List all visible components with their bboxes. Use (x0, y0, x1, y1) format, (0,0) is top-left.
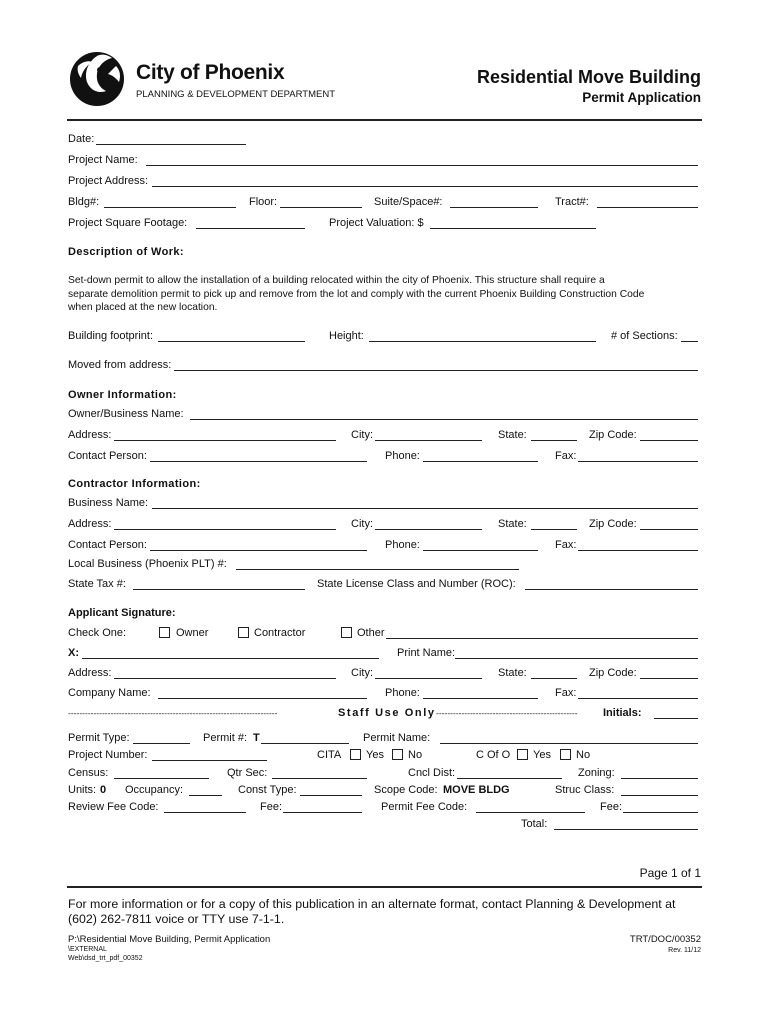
project-number-label: Project Number: (68, 749, 148, 761)
zoning-field[interactable] (621, 778, 698, 779)
contractor-state-label: State: (498, 518, 527, 530)
contractor-option-label: Contractor (254, 627, 306, 639)
owner-phone-label: Phone: (385, 450, 420, 462)
cita-yes-label: Yes (366, 749, 384, 761)
permit-type-label: Permit Type: (68, 732, 130, 744)
form-title: Residential Move Building (476, 67, 701, 87)
local-business-field[interactable] (236, 569, 519, 570)
staff-use-title: Staff Use Only (338, 707, 436, 719)
contractor-name-label: Business Name: (68, 497, 149, 509)
applicant-address-label: Address: (68, 667, 112, 679)
total-field[interactable] (554, 829, 698, 830)
permit-name-label: Permit Name: (363, 732, 431, 744)
applicant-fax-label: Fax: (555, 687, 577, 699)
applicant-city-label: City: (351, 667, 373, 679)
header-rule (67, 119, 702, 121)
suite-label: Suite/Space#: (374, 196, 443, 208)
owner-contact-field[interactable] (150, 461, 367, 462)
const-type-label: Const Type: (238, 784, 297, 796)
owner-name-label: Owner/Business Name: (68, 408, 184, 420)
other-option-label: Other (357, 627, 385, 639)
contractor-contact-label: Contact Person: (68, 539, 147, 551)
scope-code-label: Scope Code: (374, 784, 438, 796)
footer-rule (67, 886, 702, 888)
company-name-field[interactable] (158, 698, 367, 699)
struc-class-field[interactable] (621, 795, 698, 796)
description-line-1: Set-down permit to allow the installation of a building relocated within the city of Phoenix. This structure shall require a (68, 275, 605, 286)
units-value: 0 (100, 784, 107, 796)
applicant-fax-field[interactable] (578, 698, 698, 699)
state-tax-field[interactable] (133, 589, 305, 590)
date-label: Date: (68, 133, 95, 145)
cita-no-label: No (408, 749, 423, 761)
owner-contact-label: Contact Person: (68, 450, 147, 462)
contractor-state-field[interactable] (531, 529, 577, 530)
signature-x-label: X: (68, 647, 79, 659)
occupancy-field[interactable] (189, 795, 222, 796)
cita-no-checkbox[interactable] (392, 749, 403, 760)
check-one-label: Check One: (68, 627, 127, 639)
applicant-state-label: State: (498, 667, 527, 679)
qtr-sec-label: Qtr Sec: (227, 767, 268, 779)
owner-heading: Owner Information: (68, 389, 177, 401)
census-field[interactable] (114, 778, 209, 779)
owner-state-field[interactable] (531, 440, 577, 441)
permit-fee-label: Fee: (600, 801, 623, 813)
contractor-name-field[interactable] (152, 508, 698, 509)
footprint-label: Building footprint: (68, 330, 153, 342)
project-address-label: Project Address: (68, 175, 149, 187)
tract-field[interactable] (597, 207, 698, 208)
floor-label: Floor: (249, 196, 278, 208)
bldg-label: Bldg#: (68, 196, 100, 208)
footer-web: Web\dsd_trt_pdf_00352 (68, 955, 143, 962)
form-subtitle: Permit Application (582, 90, 701, 105)
review-fee-code-label: Review Fee Code: (68, 801, 159, 813)
occupancy-label: Occupancy: (125, 784, 184, 796)
sections-field[interactable] (681, 341, 698, 342)
footer-info-line-1: For more information or for a copy of this publication in an alternate format, contact Planning & Development at (68, 897, 676, 911)
zoning-label: Zoning: (578, 767, 615, 779)
footer-external: \EXTERNAL (68, 946, 107, 953)
doc-number: TRT/DOC/00352 (629, 934, 701, 945)
description-line-3: when placed at the new location. (68, 302, 218, 313)
permit-num-value: T (253, 732, 260, 744)
contractor-heading: Contractor Information: (68, 478, 201, 490)
permit-fee-field[interactable] (623, 812, 698, 813)
applicant-state-field[interactable] (531, 678, 577, 679)
contractor-address-label: Address: (68, 518, 112, 530)
owner-fax-label: Fax: (555, 450, 577, 462)
owner-address-field[interactable] (114, 440, 336, 441)
print-name-field[interactable] (455, 658, 698, 659)
total-label: Total: (521, 818, 548, 830)
applicant-zip-label: Zip Code: (589, 667, 637, 679)
description-line-2: separate demolition permit to pick up and remove from the lot and comply with the current Phoenix Building Construction Code (68, 289, 645, 300)
footer-path: P:\Residential Move Building, Permit Application (68, 934, 271, 945)
floor-field[interactable] (280, 207, 362, 208)
qtr-sec-field[interactable] (272, 778, 367, 779)
census-label: Census: (68, 767, 109, 779)
cofo-label: C Of O (476, 749, 511, 761)
signature-field[interactable] (82, 658, 379, 659)
permit-num-field[interactable] (261, 743, 349, 744)
height-field[interactable] (369, 341, 596, 342)
project-number-field[interactable] (152, 760, 267, 761)
date-field[interactable] (96, 144, 246, 145)
owner-city-field[interactable] (375, 440, 482, 441)
sq-footage-label: Project Square Footage: (68, 217, 188, 229)
other-field[interactable] (386, 638, 698, 639)
owner-state-label: State: (498, 429, 527, 441)
review-fee-label: Fee: (260, 801, 283, 813)
owner-city-label: City: (351, 429, 373, 441)
permit-type-field[interactable] (133, 743, 190, 744)
permit-fee-code-field[interactable] (476, 812, 585, 813)
page-number: Page 1 of 1 (639, 866, 701, 880)
project-address-field[interactable] (152, 186, 698, 187)
review-fee-field[interactable] (283, 812, 362, 813)
owner-phone-field[interactable] (423, 461, 538, 462)
contractor-phone-label: Phone: (385, 539, 420, 551)
cofo-no-checkbox[interactable] (560, 749, 571, 760)
contractor-checkbox[interactable] (238, 627, 249, 638)
contractor-zip-field[interactable] (640, 529, 698, 530)
city-logo (66, 44, 130, 108)
moved-from-field[interactable] (174, 370, 698, 371)
contractor-fax-field[interactable] (578, 550, 698, 551)
applicant-zip-field[interactable] (640, 678, 698, 679)
bldg-field[interactable] (104, 207, 236, 208)
owner-address-label: Address: (68, 429, 112, 441)
applicant-phone-field[interactable] (423, 698, 538, 699)
footer-info-line-2: (602) 262-7811 voice or TTY use 7-1-1. (68, 912, 285, 926)
contractor-fax-label: Fax: (555, 539, 577, 551)
contractor-city-field[interactable] (375, 529, 482, 530)
owner-fax-field[interactable] (578, 461, 698, 462)
initials-field[interactable] (654, 718, 698, 719)
cofo-no-label: No (576, 749, 591, 761)
cofo-yes-label: Yes (533, 749, 551, 761)
height-label: Height: (329, 330, 364, 342)
company-name-label: Company Name: (68, 687, 151, 699)
scope-code-value: MOVE BLDG (443, 784, 510, 796)
contractor-address-field[interactable] (114, 529, 336, 530)
tract-label: Tract#: (555, 196, 589, 208)
permit-fee-code-label: Permit Fee Code: (381, 801, 468, 813)
contractor-contact-field[interactable] (150, 550, 367, 551)
org-name: City of Phoenix (136, 61, 285, 84)
staff-divider-right: -------------------------------------------------- (436, 708, 578, 718)
applicant-city-field[interactable] (375, 678, 482, 679)
other-checkbox[interactable] (341, 627, 352, 638)
cncl-dist-label: Cncl Dist: (408, 767, 456, 779)
applicant-address-field[interactable] (114, 678, 336, 679)
license-label: State License Class and Number (ROC): (317, 578, 516, 590)
valuation-field[interactable] (430, 228, 596, 229)
owner-name-field[interactable] (190, 419, 698, 420)
applicant-heading: Applicant Signature: (68, 607, 176, 619)
contractor-phone-field[interactable] (423, 550, 538, 551)
units-label: Units: (68, 784, 97, 796)
contractor-city-label: City: (351, 518, 373, 530)
applicant-phone-label: Phone: (385, 687, 420, 699)
project-name-field[interactable] (146, 165, 698, 166)
owner-option-label: Owner (176, 627, 209, 639)
staff-divider-left: -------------------------------------------------------------------------- (68, 708, 278, 718)
license-field[interactable] (525, 589, 698, 590)
description-heading: Description of Work: (68, 246, 184, 258)
struc-class-label: Struc Class: (555, 784, 615, 796)
state-tax-label: State Tax #: (68, 578, 126, 590)
project-name-label: Project Name: (68, 154, 138, 166)
department-name: PLANNING & DEVELOPMENT DEPARTMENT (136, 89, 336, 100)
footprint-field[interactable] (158, 341, 305, 342)
sq-footage-field[interactable] (196, 228, 305, 229)
valuation-label: Project Valuation: $ (329, 217, 424, 229)
cncl-dist-field[interactable] (457, 778, 562, 779)
suite-field[interactable] (450, 207, 538, 208)
owner-checkbox[interactable] (159, 627, 170, 638)
moved-from-label: Moved from address: (68, 359, 172, 371)
print-name-label: Print Name: (397, 647, 456, 659)
cita-yes-checkbox[interactable] (350, 749, 361, 760)
revision-label: Rev. 11/12 (668, 947, 701, 954)
cita-label: CITA (317, 749, 342, 761)
owner-zip-field[interactable] (640, 440, 698, 441)
contractor-zip-label: Zip Code: (589, 518, 637, 530)
cofo-yes-checkbox[interactable] (517, 749, 528, 760)
const-type-field[interactable] (300, 795, 362, 796)
permit-name-field[interactable] (440, 743, 698, 744)
initials-label: Initials: (603, 707, 642, 719)
owner-zip-label: Zip Code: (589, 429, 637, 441)
review-fee-code-field[interactable] (164, 812, 246, 813)
local-business-label: Local Business (Phoenix PLT) #: (68, 558, 227, 570)
sections-label: # of Sections: (611, 330, 678, 342)
permit-num-label: Permit #: (203, 732, 248, 744)
